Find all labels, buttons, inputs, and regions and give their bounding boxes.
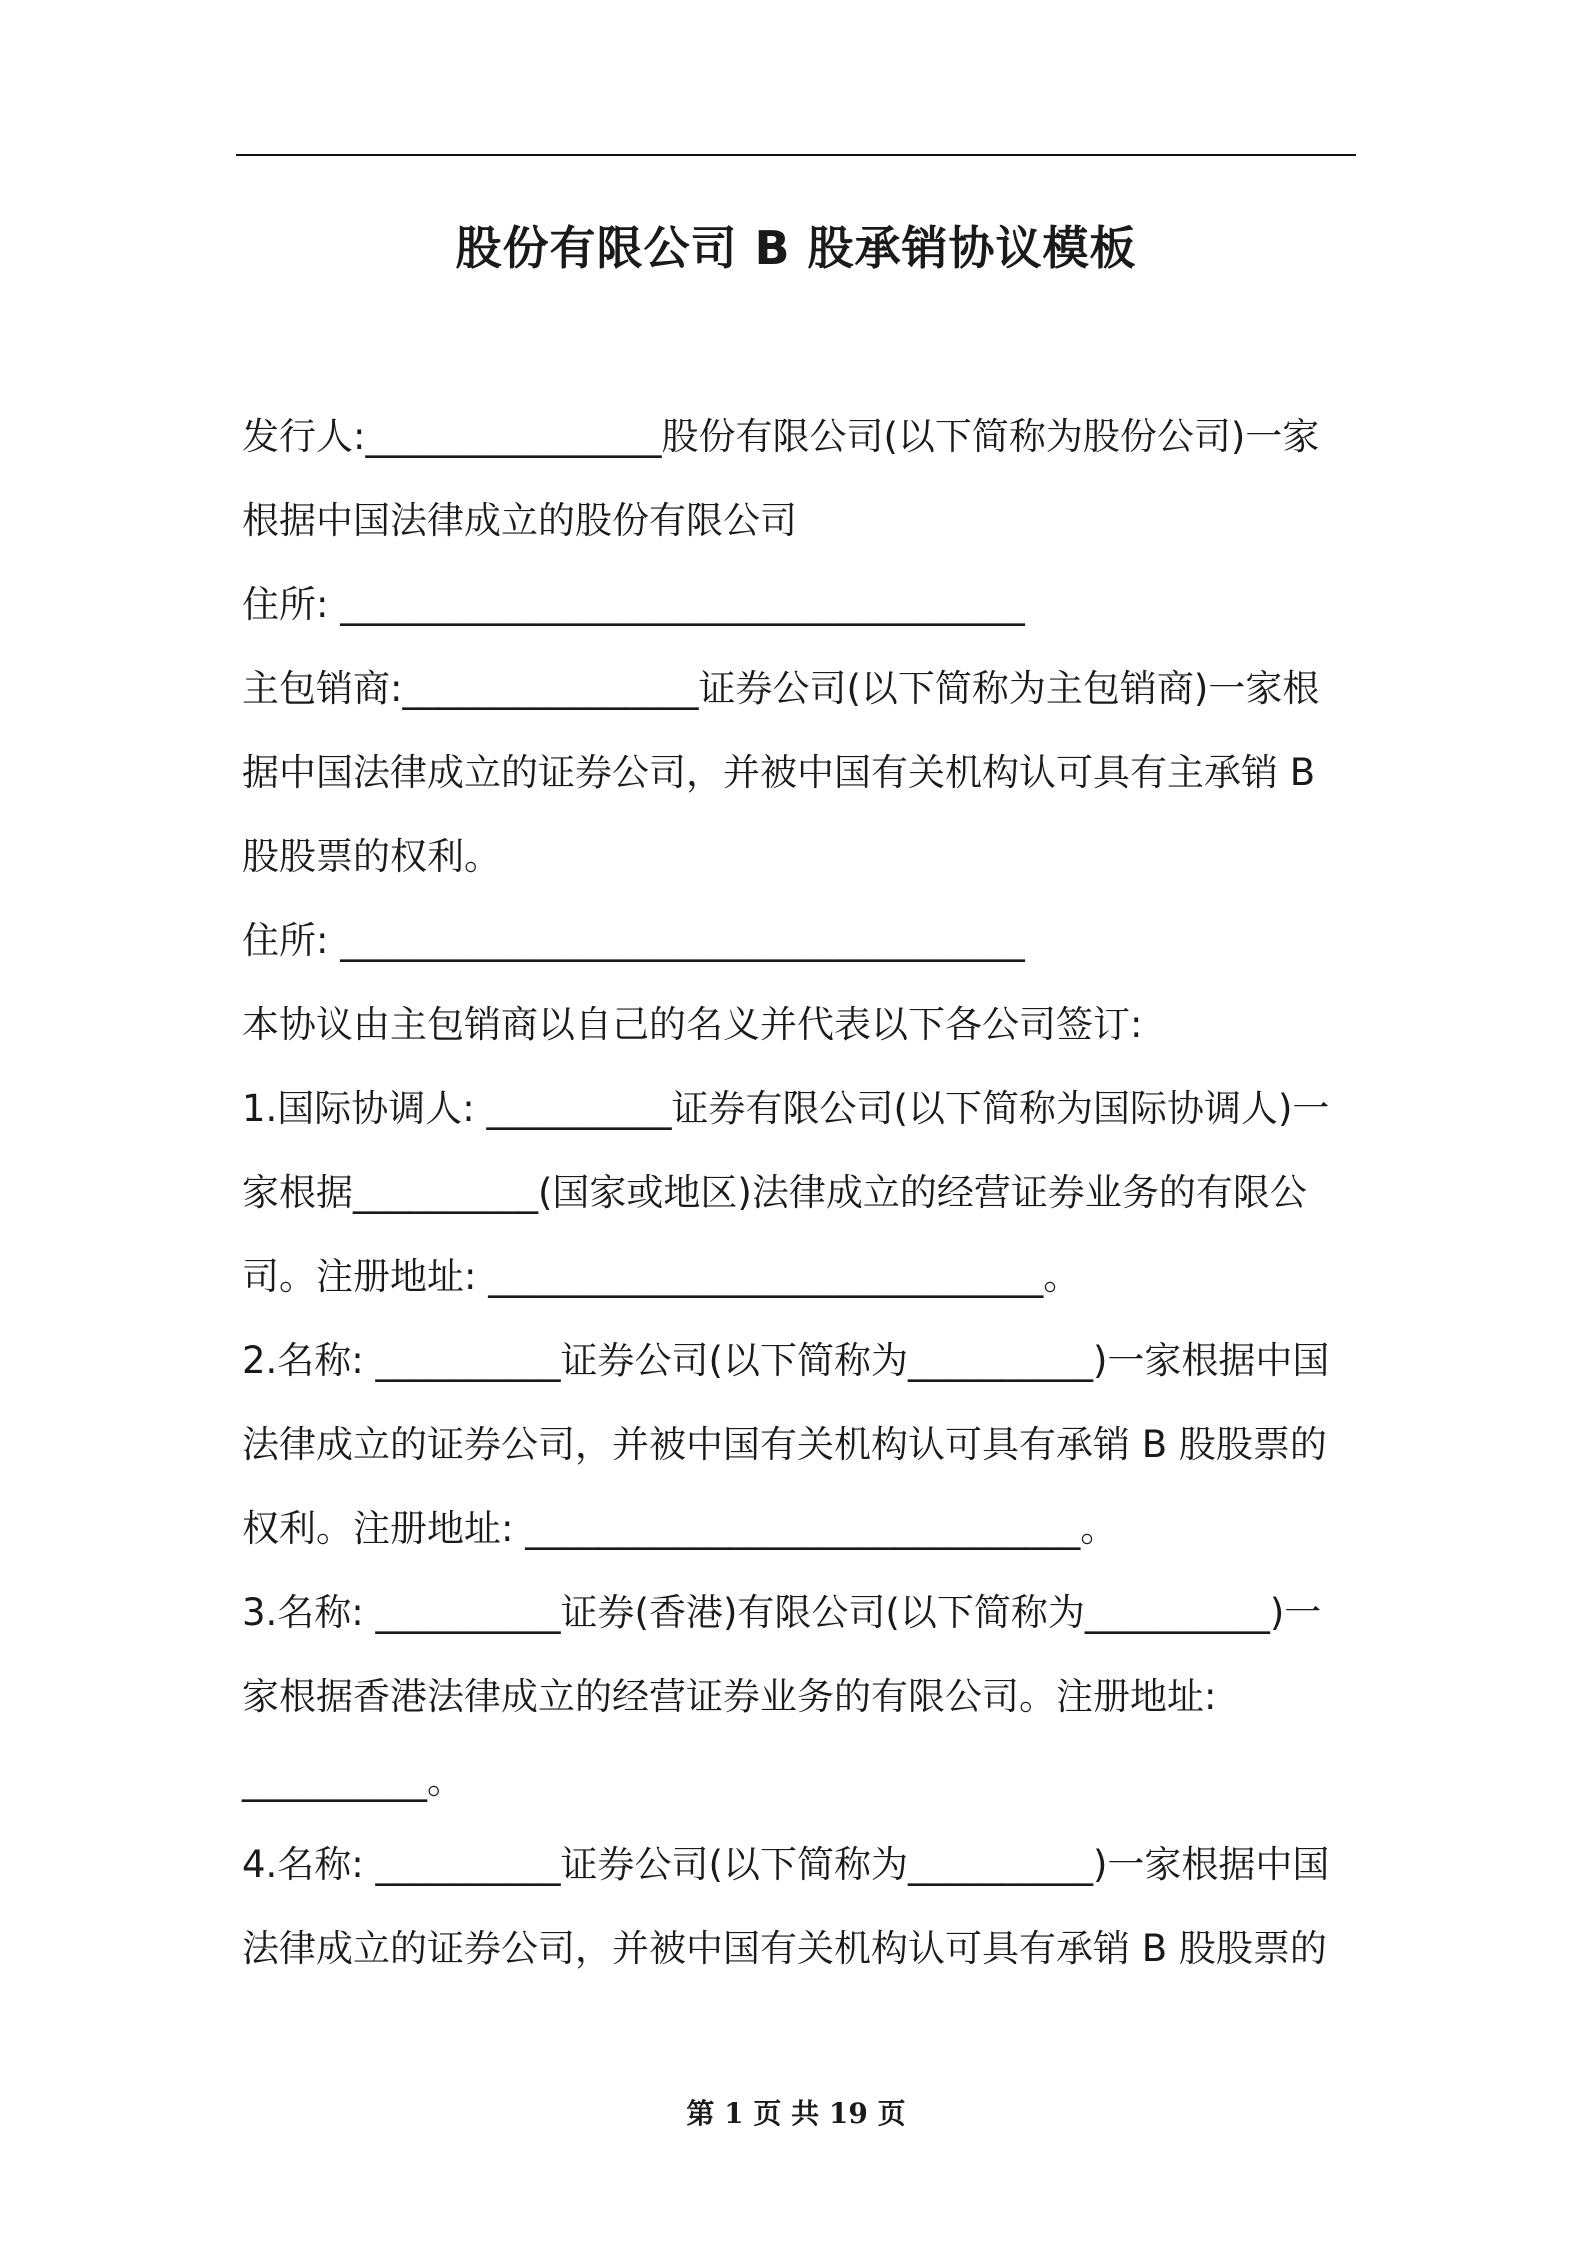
body-line: 据中国法律成立的证券公司，并被中国有关机构认可具有主承销 B [242, 751, 1316, 794]
body-line: 本协议由主包销商以自己的名义并代表以下各公司签订: [242, 1003, 1143, 1046]
body-line: 法律成立的证券公司，并被中国有关机构认可具有承销 B 股股票的 [242, 1423, 1327, 1466]
body-line: __________。 [242, 1759, 464, 1802]
body-line: 股股票的权利。 [242, 835, 501, 878]
body-line: 根据中国法律成立的股份有限公司 [242, 499, 797, 542]
body-line: 1.国际协调人: __________证券有限公司(以下简称为国际协调人)一 [242, 1087, 1330, 1130]
document-title: 股份有限公司 B 股承销协议模板 [455, 221, 1137, 275]
body-line: 主包销商:________________证券公司(以下简称为主包销商)一家根 [242, 667, 1320, 710]
body-line: 住所: _____________________________________ [242, 583, 1025, 626]
body-line: 家根据香港法律成立的经营证券业务的有限公司。注册地址: [242, 1675, 1217, 1718]
document-body [242, 395, 1362, 1991]
body-line: 住所: _____________________________________ [242, 919, 1025, 962]
body-line: 家根据__________(国家或地区)法律成立的经营证券业务的有限公 [242, 1171, 1307, 1214]
page-number-footer: 第 1 页 共 19 页 [686, 2097, 906, 2130]
body-line: 3.名称: __________证券(香港)有限公司(以下简称为__________)一 [242, 1591, 1322, 1634]
body-line: 权利。注册地址: ______________________________。 [242, 1507, 1118, 1550]
body-line: 4.名称: __________证券公司(以下简称为__________)一家根据中国 [242, 1843, 1330, 1886]
body-line: 司。注册地址: ______________________________。 [242, 1255, 1081, 1298]
body-line: 2.名称: __________证券公司(以下简称为__________)一家根据中国 [242, 1339, 1330, 1382]
header-rule [236, 154, 1356, 156]
body-line: 法律成立的证券公司，并被中国有关机构认可具有承销 B 股股票的 [242, 1927, 1327, 1970]
body-line: 发行人:________________股份有限公司(以下简称为股份公司)一家 [242, 415, 1320, 458]
